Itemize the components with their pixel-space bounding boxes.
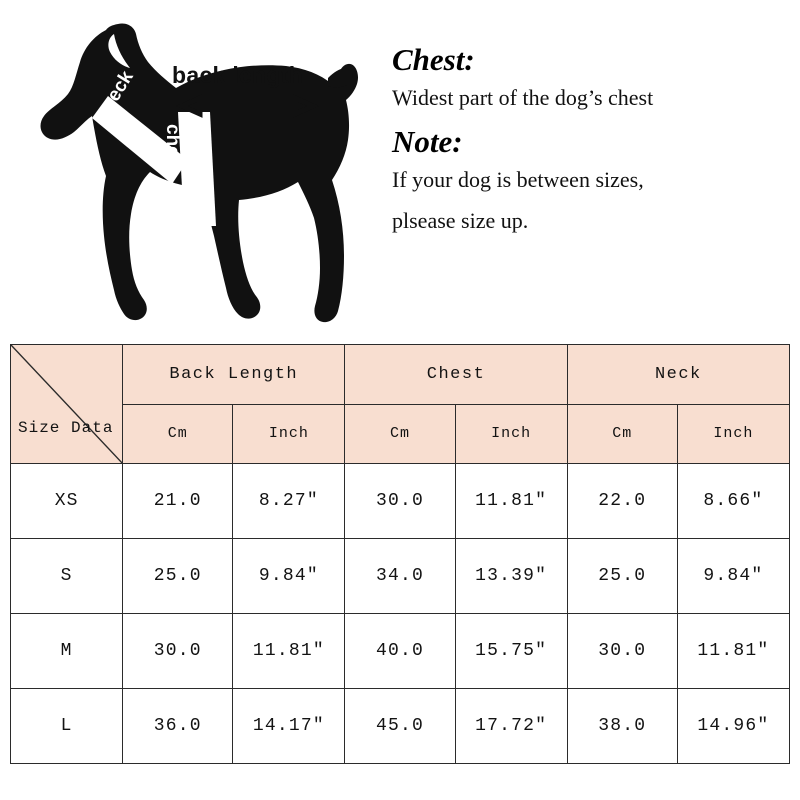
note-heading: Note: bbox=[392, 124, 463, 160]
unit-header-neck-inch: Inch bbox=[677, 404, 789, 464]
cell-l-backlength-cm: 36.0 bbox=[123, 689, 233, 764]
note-line-2: plsease size up. bbox=[392, 208, 529, 234]
cell-m-chest-cm: 40.0 bbox=[345, 614, 455, 689]
table-body bbox=[11, 464, 790, 764]
row-size-m: M bbox=[11, 614, 123, 689]
note-line-1: If your dog is between sizes, bbox=[392, 166, 644, 192]
chest-label: chest bbox=[162, 124, 183, 174]
unit-header-backlength-cm: Cm bbox=[123, 404, 233, 464]
unit-header-chest-inch: Inch bbox=[455, 404, 567, 464]
unit-header-backlength-inch: Inch bbox=[233, 404, 345, 464]
size-table bbox=[10, 344, 790, 764]
corner-size-data-cell bbox=[11, 345, 123, 464]
cell-xs-neck-inch: 8.66″ bbox=[677, 464, 789, 539]
cell-s-backlength-inch: 9.84″ bbox=[233, 539, 345, 614]
back-length-label: back length bbox=[172, 62, 304, 88]
cell-s-chest-cm: 34.0 bbox=[345, 539, 455, 614]
cell-xs-backlength-cm: 21.0 bbox=[123, 464, 233, 539]
table-row bbox=[11, 539, 790, 614]
cell-l-neck-inch: 14.96″ bbox=[677, 689, 789, 764]
cell-s-backlength-cm: 25.0 bbox=[123, 539, 233, 614]
row-size-s: S bbox=[11, 539, 123, 614]
cell-l-chest-cm: 45.0 bbox=[345, 689, 455, 764]
corner-label: Size Data bbox=[18, 419, 114, 437]
group-header-neck: Neck bbox=[567, 345, 789, 405]
cell-m-neck-inch: 11.81″ bbox=[677, 614, 789, 689]
cell-s-neck-inch: 9.84″ bbox=[677, 539, 789, 614]
cell-s-neck-cm: 25.0 bbox=[567, 539, 677, 614]
chest-description: Widest part of the dog’s chest bbox=[392, 84, 654, 110]
row-size-xs: XS bbox=[11, 464, 123, 539]
unit-header-neck-cm: Cm bbox=[567, 404, 677, 464]
table-header-row-groups bbox=[11, 345, 790, 405]
cell-l-neck-cm: 38.0 bbox=[567, 689, 677, 764]
diagonal-divider-icon bbox=[11, 345, 122, 463]
table-row bbox=[11, 464, 790, 539]
table-header-row-units bbox=[11, 404, 790, 464]
chest-heading: Chest: bbox=[392, 42, 475, 77]
cell-m-chest-inch: 15.75″ bbox=[455, 614, 567, 689]
cell-s-chest-inch: 13.39″ bbox=[455, 539, 567, 614]
unit-header-chest-cm: Cm bbox=[345, 404, 455, 464]
cell-xs-chest-cm: 30.0 bbox=[345, 464, 455, 539]
neck-label: neck bbox=[97, 67, 138, 116]
notes-block bbox=[392, 42, 792, 248]
size-table-wrapper bbox=[10, 344, 790, 764]
table-head bbox=[11, 345, 790, 464]
group-header-chest: Chest bbox=[345, 345, 567, 405]
cell-xs-chest-inch: 11.81″ bbox=[455, 464, 567, 539]
dog-silhouette-icon bbox=[10, 8, 380, 333]
cell-l-backlength-inch: 14.17″ bbox=[233, 689, 345, 764]
cell-xs-backlength-inch: 8.27″ bbox=[233, 464, 345, 539]
row-size-l: L bbox=[11, 689, 123, 764]
cell-xs-neck-cm: 22.0 bbox=[567, 464, 677, 539]
table-row bbox=[11, 689, 790, 764]
table-row bbox=[11, 614, 790, 689]
illustration-section bbox=[0, 0, 800, 342]
group-header-back-length: Back Length bbox=[123, 345, 345, 405]
cell-l-chest-inch: 17.72″ bbox=[455, 689, 567, 764]
cell-m-backlength-cm: 30.0 bbox=[123, 614, 233, 689]
cell-m-backlength-inch: 11.81″ bbox=[233, 614, 345, 689]
cell-m-neck-cm: 30.0 bbox=[567, 614, 677, 689]
